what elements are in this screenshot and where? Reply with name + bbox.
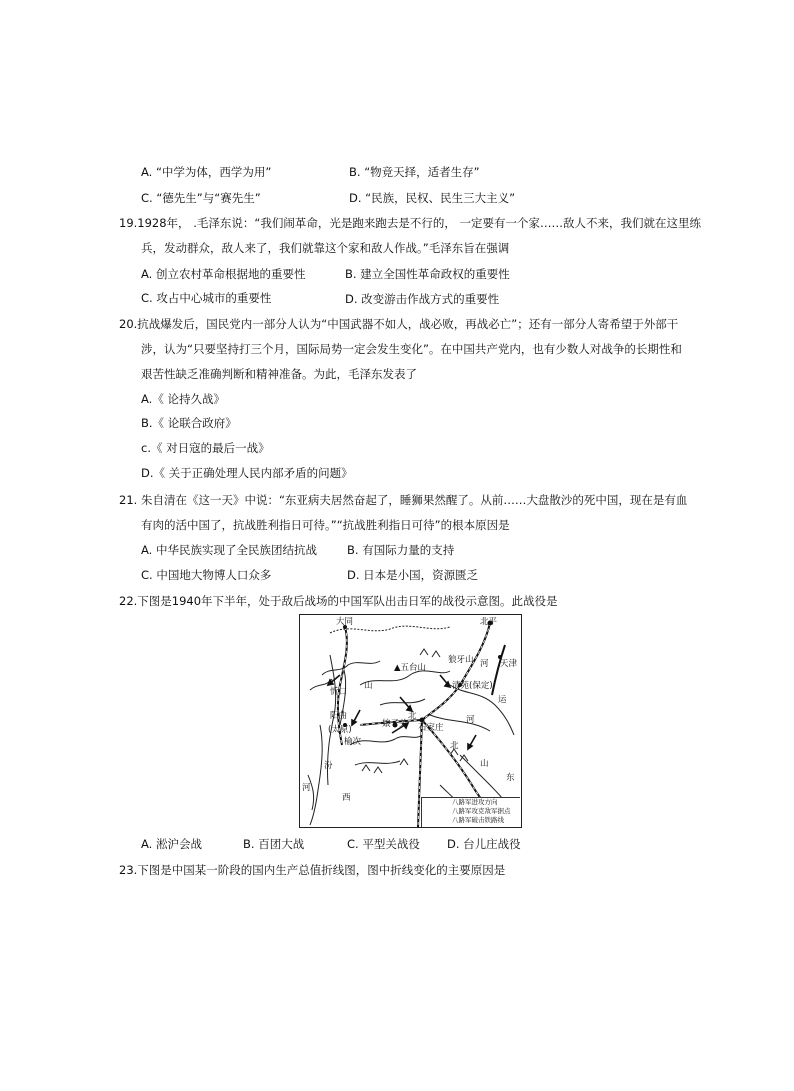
map-label-he2: 河 [466, 715, 475, 725]
map-label-bei: 北 [408, 711, 417, 721]
q19-option-a: A. 创立农村革命根据地的重要性 [141, 267, 306, 281]
map-label-yangqu: 阳曲 [330, 711, 348, 721]
map-label-shijiazhuang: 石家庄 [418, 723, 444, 733]
map-label-taiyuan: (太原) [328, 725, 352, 735]
q21-stem-line2: 有肉的活中国了，抗战胜利指日可待。”“抗战胜利指日可待”的根本原因是 [141, 518, 510, 532]
map-label-he3: 河 [302, 783, 311, 793]
q19-stem-line2: 兵，发动群众，敌人来了，我们就靠这个家和敌人作战。”毛泽东旨在强调 [141, 241, 510, 255]
battle-map [299, 614, 522, 828]
q20-option-d: D.《 关于正确处理人民内部矛盾的问题》 [141, 466, 353, 480]
q22-option-c: C. 平型关战役 [347, 837, 420, 851]
map-label-wutaishan: ▲五台山 [394, 663, 427, 673]
q23-stem: 23.下图是中国某一阶段的国内生产总值折线图，图中折线变化的主要原因是 [119, 863, 506, 877]
map-label-shan: 山 [364, 681, 373, 691]
q21-option-c: C. 中国地大物博人口众多 [141, 568, 272, 582]
q22-option-d: D. 台儿庄战役 [447, 837, 521, 851]
map-label-xin: 忻口 [330, 687, 348, 697]
q19-option-d: D. 改变游击作战方式的重要性 [345, 292, 500, 306]
map-label-bei2: 北 [450, 741, 459, 751]
q22-option-a: A. 淞沪会战 [141, 837, 202, 851]
map-label-shan2: 山 [480, 759, 489, 769]
map-legend [421, 797, 520, 827]
q21-option-d: D. 日本是小国，资源匮乏 [347, 568, 479, 582]
map-label-datong: 大同 [336, 617, 354, 627]
q18-option-b: B. “物竞天择，适者生存” [349, 165, 480, 179]
q20-option-c: c.《 对日寇的最后一战》 [141, 441, 270, 455]
map-label-fen: 汾 [324, 761, 333, 771]
map-label-beiping: 北平 [480, 617, 498, 627]
q20-stem-line2: 涉，认为“只要坚持打三个月，国际局势一定会发生变化”。在中国共产党内，也有少数人对战争的长期性和 [141, 342, 682, 356]
map-label-xi: 西 [342, 793, 351, 803]
map-label-dong: 东 [506, 773, 515, 783]
q20-stem-line3: 艰苦性缺乏准确判断和精神准备。为此，毛泽东发表了 [141, 367, 417, 381]
q19-stem-line1: 19.1928年， .毛泽东说：“我们闹革命，光是跑来跑去是不行的， 一定要有一个家……敌人不来，我们就在这里练 [119, 216, 701, 230]
map-drawing [300, 615, 521, 827]
q19-option-c: C. 攻占中心城市的重要性 [141, 291, 272, 305]
q20-stem-line1: 20.抗战爆发后，国民党内一部分人认为“中国武器不如人，战必败，再战必亡”；还有一部分人寄希望于外部干 [119, 317, 679, 331]
map-label-qingyuan: 清苑(保定) [452, 681, 493, 691]
legend-attack-direction: 八路军进攻方向 [452, 798, 498, 806]
map-label-langyashan: 狼牙山 [448, 655, 474, 665]
q19-option-b: B. 建立全国性革命政权的重要性 [345, 267, 510, 281]
q22-stem: 22.下图是1940年下半年，处于敌后战场的中国军队出击日军的战役示意图。此战役是 [119, 594, 558, 608]
legend-railway-sabotage: 八路军破击铁路线 [452, 816, 504, 824]
map-label-tianjin: 天津 [500, 659, 518, 669]
map-label-niangziguan: 娘子关 [382, 719, 408, 729]
q18-option-c: C. “德先生”与“赛先生” [141, 191, 261, 205]
q21-option-b: B. 有国际力量的支持 [347, 543, 455, 557]
q20-option-b: B.《 论联合政府》 [141, 416, 237, 430]
q21-stem-line1: 21. 朱自清在《这一天》中说：“东亚病夫居然奋起了，睡狮果然醒了。从前……大盘散沙的死中国，现在是有血 [119, 493, 688, 507]
q20-option-a: A.《 论持久战》 [141, 392, 225, 406]
map-label-yuci: 榆次 [344, 737, 362, 747]
q18-option-a: A. “中学为体，西学为用” [141, 165, 272, 179]
map-label-he1: 河 [480, 659, 489, 669]
q18-option-d: D. “民族，民权、民生三大主义” [349, 191, 516, 205]
q22-option-b: B. 百团大战 [243, 837, 305, 851]
map-label-yunhe: 运 [498, 695, 507, 705]
legend-captured-stronghold: 八路军攻克敌军据点 [452, 807, 511, 815]
q21-option-a: A. 中华民族实现了全民族团结抗战 [141, 543, 317, 557]
